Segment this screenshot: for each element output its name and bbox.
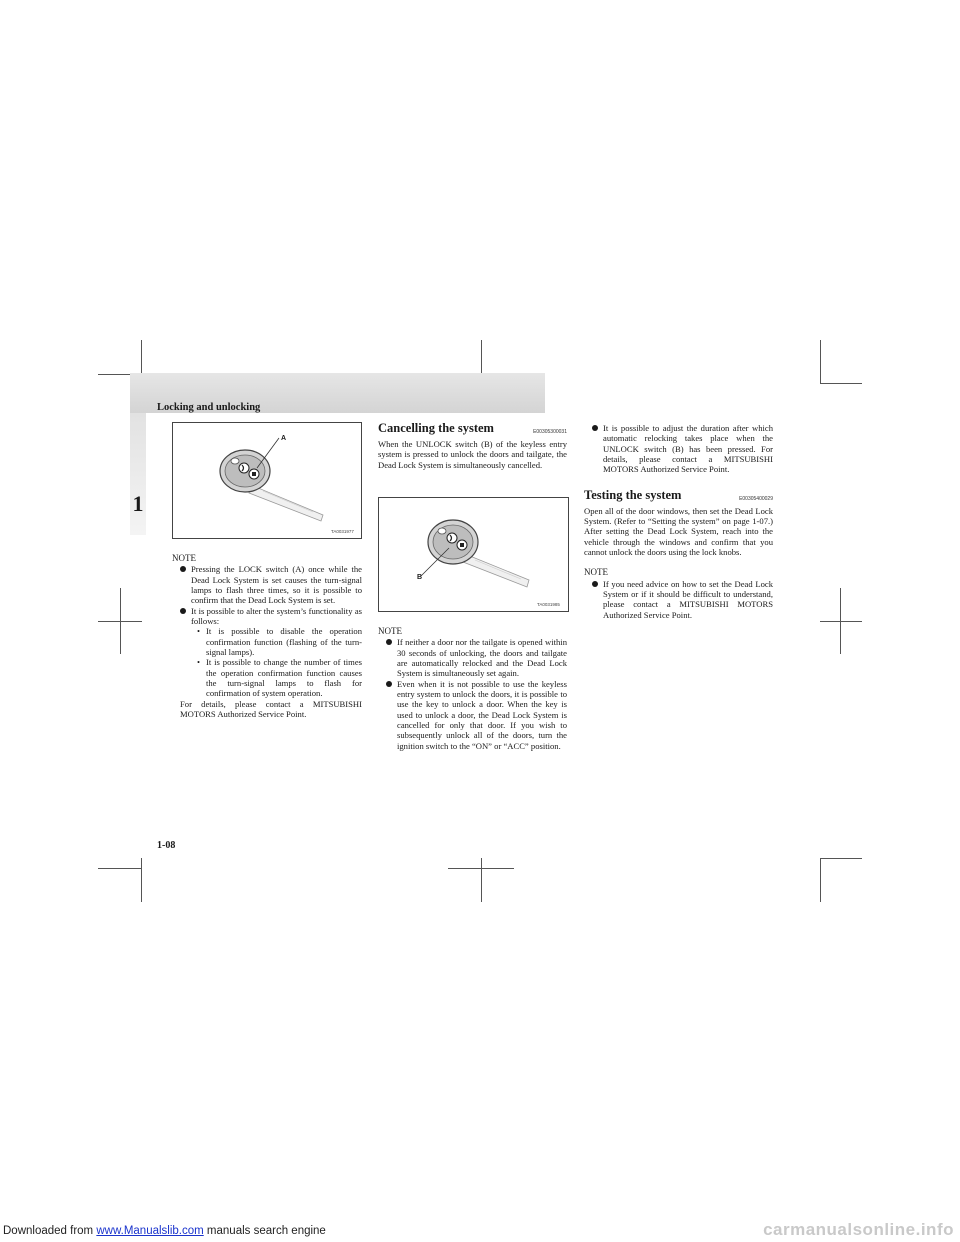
key-figure-unlock [378,497,569,612]
heading-text: Testing the system [584,487,682,502]
section-code: E00305400029 [739,495,773,502]
bullet-icon [592,581,598,587]
note-title: NOTE [584,567,608,578]
remote-key-illustration [379,498,568,611]
section-heading [584,487,773,506]
right-column [584,423,773,620]
crop-mark [141,858,142,902]
section-heading [378,423,567,439]
crop-mark [98,868,142,869]
crop-mark [481,858,482,902]
sub-list-item [195,657,362,698]
left-column [172,553,362,720]
note-title: NOTE [378,626,402,636]
download-notice [3,1225,326,1237]
crop-mark [98,621,142,622]
sub-list-item [195,626,362,657]
crop-mark [820,340,821,384]
bullet-icon [180,608,186,614]
section-code: E00305300031 [533,429,567,435]
note-text: If neither a door nor the tailgate is opened within 30 seconds of unlocking, the doors and tailgate are automatically relocked and the Dead Lock System is simultaneously set again. [397,637,567,679]
sub-text: It is possible to disable the operation confirmation function (flashing of the turn-signal lamps). [206,626,362,658]
note-text: Even when it is not possible to use the keyless entry system to unlock the doors, it is possible to use the key to unlock a door. When the key is used to unlock a door, the Dead Lock System is cancelled for only that door. If you wish to subsequently unlock all of the doors, turn the ignition switch to the “ON” or “ACC” position. [397,678,567,751]
sub-bullet-icon: • [197,626,201,637]
note-text: If you need advice on how to set the Dead Lock System or if it should be difficult to understand, please contact a MITSUBISHI MOTORS Authorized Service Point. [603,578,773,620]
crop-mark [820,858,862,859]
paragraph: Open all of the door windows, then set the Dead Lock System. (Refer to “Setting the system” on page 1-07.) After setting the Dead Lock System, reach into the vehicle through the windows and confirm that you cannot unlock the doors using the lock knobs. [584,505,773,558]
list-item [386,637,567,678]
list-item [592,579,773,620]
key-figure-lock [172,422,362,539]
figure-code: TA0031985 [537,602,560,607]
note-title: NOTE [172,553,196,563]
middle-notes [378,626,567,751]
bullet-icon [180,566,186,572]
manualslib-link[interactable]: www.Manualslib.com [96,1225,204,1237]
sub-text: It is possible to change the number of times the operation confirmation function causes the turn-signal lamps to flash for confirmation of system operation. [206,657,362,699]
details-text: For details, please contact a MITSUBISHI MOTORS Authorized Service Point. [180,698,362,720]
callout-label-b: B [417,574,423,581]
note-text: It is possible to alter the system’s functionality as follows: [191,605,362,627]
bullet-icon [386,681,392,687]
list-item [386,679,567,751]
list-item [180,564,362,605]
bullet-icon [386,639,392,645]
page-number: 1-08 [157,840,176,851]
middle-column [378,423,567,470]
crop-mark [820,621,862,622]
callout-label-a: A [281,435,287,442]
sub-bullet-icon: • [197,657,201,668]
list-item [180,606,362,699]
download-suffix: manuals search engine [206,1225,326,1237]
note-text: It is possible to adjust the duration after which automatic relocking takes place when the UNLOCK switch (B) has been pressed. For details, please contact a MITSUBISHI MOTORS Authorized Service Point. [603,423,773,475]
heading-text: Cancelling the system [378,421,494,435]
chapter-number: 1 [132,491,144,516]
remote-key-illustration [173,423,361,538]
watermark: carmanualsonline.info [763,1220,954,1239]
crop-mark [820,858,821,902]
list-item [592,423,773,475]
note-text: Pressing the LOCK switch (A) once while the Dead Lock System is set causes the turn-signal lamps to flash three times, so it is possible to confirm that the Dead Lock System is set. [191,564,362,606]
paragraph: When the UNLOCK switch (B) of the keyless entry system is pressed to unlock the doors and tailgate, the Dead Lock System is simultaneously cancelled. [378,439,567,470]
download-prefix: Downloaded from [3,1225,94,1237]
figure-code: TA0031977 [331,529,354,534]
section-title: Locking and unlocking [157,402,261,413]
crop-mark [820,383,862,384]
crop-mark [448,868,514,869]
bullet-icon [592,425,598,431]
